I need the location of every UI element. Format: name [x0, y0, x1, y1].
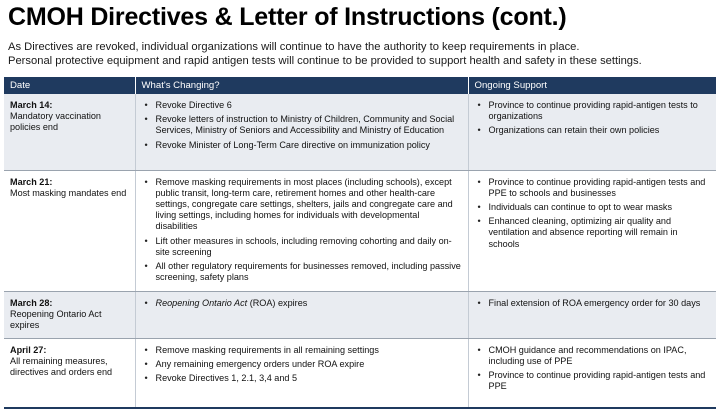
row-date-description: Most masking mandates end	[10, 187, 127, 198]
table-row	[4, 338, 716, 408]
list-item: • Revoke Directive 6	[142, 100, 462, 111]
list-item: • Province to continue providing rapid-antigen tests to organizations	[475, 100, 711, 122]
list-item: • Revoke letters of instruction to Ministry of Children, Community and Social Services, Ministry of Seniors and Accessibility and Ministry of Education	[142, 114, 462, 136]
list-item: • Final extension of ROA emergency order for 30 days	[475, 298, 711, 309]
subtitle	[8, 40, 714, 68]
changes-list	[142, 345, 462, 385]
list-item: • Revoke Minister of Long-Term Care directive on immunization policy	[142, 140, 462, 151]
date-cell	[4, 94, 135, 170]
changes-cell	[135, 170, 468, 291]
support-cell	[468, 94, 716, 170]
support-list	[475, 100, 711, 137]
list-item: • Remove masking requirements in all remaining settings	[142, 345, 462, 356]
changes-cell	[135, 338, 468, 408]
row-date-description: Reopening Ontario Act expires	[10, 308, 102, 330]
header-ongoing-support: Ongoing Support	[468, 77, 716, 94]
list-item: • Any remaining emergency orders under ROA expire	[142, 359, 462, 370]
header-date: Date	[4, 77, 135, 94]
table-header-row	[4, 77, 716, 94]
list-item: • Province to continue providing rapid-antigen tests and PPE to schools and businesses	[475, 177, 711, 199]
list-item: • Revoke Directives 1, 2.1, 3,4 and 5	[142, 373, 462, 384]
support-list	[475, 177, 711, 250]
row-date: March 14:	[10, 100, 53, 110]
changes-cell	[135, 94, 468, 170]
table-row	[4, 94, 716, 170]
page-title: CMOH Directives & Letter of Instructions (cont.)	[8, 3, 567, 31]
date-cell	[4, 291, 135, 338]
header-whats-changing: What's Changing?	[135, 77, 468, 94]
support-list	[475, 298, 711, 309]
table-row	[4, 291, 716, 338]
changes-cell	[135, 291, 468, 338]
list-item: • Individuals can continue to opt to wear masks	[475, 202, 711, 213]
changes-list	[142, 100, 462, 151]
list-item: • Lift other measures in schools, including removing cohorting and daily on-site screening	[142, 236, 462, 258]
changes-list	[142, 177, 462, 284]
row-date: April 27:	[10, 344, 47, 355]
list-item: • CMOH guidance and recommendations on IPAC, including use of PPE	[475, 345, 711, 367]
row-date-description: All remaining measures, directives and orders end	[10, 355, 113, 377]
row-date-description: Mandatory vaccination policies end	[10, 111, 101, 133]
list-item	[142, 298, 462, 309]
list-item: • Organizations can retain their own policies	[475, 125, 711, 136]
subtitle-line: Personal protective equipment and rapid antigen tests will continue to be provided to support health and safety in these settings.	[8, 55, 642, 67]
row-date: March 28:	[10, 297, 53, 308]
list-item: • All other regulatory requirements for businesses removed, including passive screening, safety plans	[142, 261, 462, 283]
date-cell	[4, 338, 135, 408]
support-list	[475, 345, 711, 393]
list-item: • Enhanced cleaning, optimizing air quality and ventilation and absence reporting will remain in schools	[475, 216, 711, 250]
directives-table	[4, 77, 716, 409]
subtitle-line: As Directives are revoked, individual organizations will continue to have the authority to keep requirements in place.	[8, 41, 580, 53]
act-status: (ROA) expires	[247, 297, 308, 308]
date-cell	[4, 170, 135, 291]
table-row	[4, 170, 716, 291]
row-date: March 21:	[10, 176, 53, 187]
list-item: • Province to continue providing rapid-antigen tests and PPE	[475, 370, 711, 392]
support-cell	[468, 338, 716, 408]
support-cell	[468, 170, 716, 291]
support-cell	[468, 291, 716, 338]
list-item: • Remove masking requirements in most places (including schools), except public transit, long-term care, retirement homes and other health-care settings, congregate care settings, shelters, jails and congregate care and living settings, including homes for individuals with developmental disabilities	[142, 177, 462, 233]
changes-list	[142, 298, 462, 309]
act-name: Reopening Ontario Act	[155, 297, 248, 308]
